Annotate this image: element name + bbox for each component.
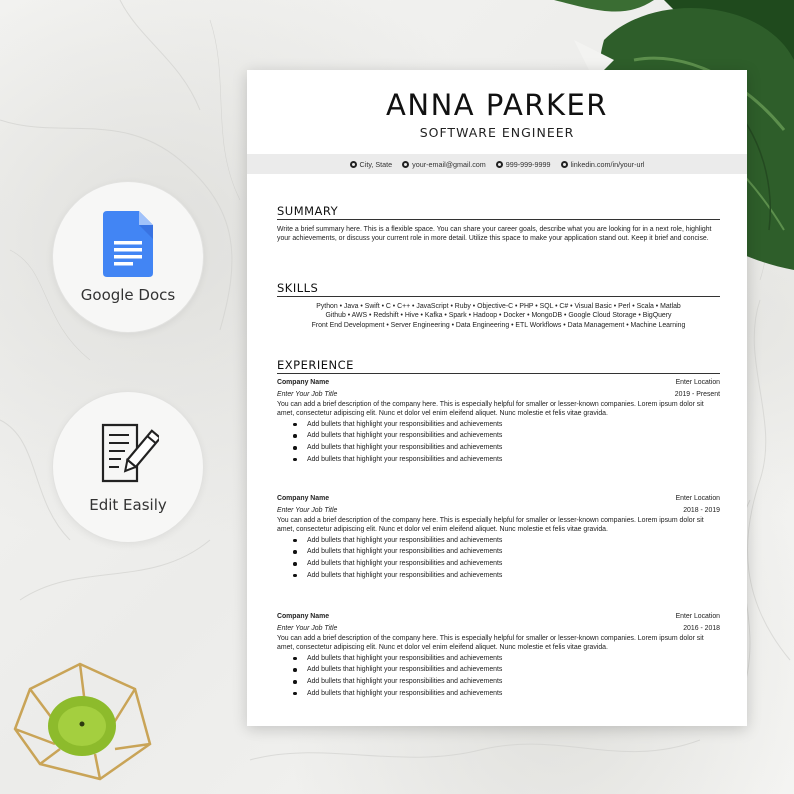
job-bullet: Add bullets that highlight your responsibilities and achievements bbox=[277, 546, 720, 558]
skills-line: Github • AWS • Redshift • Hive • Kafka • Spark • Hadoop • Docker • MongoDB • Google Cloud Storage • BigQuery bbox=[325, 312, 672, 320]
job-company: Company Name bbox=[277, 379, 330, 386]
job-bullet: Add bullets that highlight your responsibilities and achievements bbox=[277, 664, 720, 676]
skills-line: Front End Development • Server Engineering • Data Engineering • ETL Workflows • Data Management • Machine Learning bbox=[311, 321, 686, 329]
job-bullet: Add bullets that highlight your responsibilities and achievements bbox=[277, 653, 720, 665]
contact-location bbox=[350, 160, 393, 169]
job-bullet: Add bullets that highlight your responsibilities and achievements bbox=[277, 535, 720, 547]
location-icon bbox=[350, 161, 357, 168]
job-description: You can add a brief description of the company here. This is especially helpful for smaller or lesser-known companies. Lorem ipsum dolor sit amet, consectetur adipiscing elit. Nunc et dolor vel enim eleifend aliquet. Nunc molestie et felis vitae gravida. bbox=[277, 635, 704, 652]
google-docs-label: Google Docs bbox=[80, 286, 176, 304]
edit-easily-feature bbox=[52, 391, 204, 543]
job-bullet: Add bullets that highlight your responsibilities and achievements bbox=[277, 430, 720, 442]
linkedin-icon bbox=[561, 161, 568, 168]
skills-line: Python • Java • Swift • C • C++ • JavaScript • Ruby • Objective-C • PHP • SQL • C# • Visual Basic • Perl • Scala • Matlab bbox=[316, 303, 681, 310]
job-dates: 2019 - Present bbox=[674, 390, 720, 398]
job-bullets bbox=[277, 653, 720, 699]
job-location: Enter Location bbox=[675, 495, 720, 502]
job-bullets bbox=[277, 419, 720, 465]
job-location: Enter Location bbox=[675, 379, 720, 386]
job-bullet: Add bullets that highlight your responsibilities and achievements bbox=[277, 558, 720, 570]
job-location: Enter Location bbox=[675, 613, 720, 620]
contact-phone-text: 999-999-9999 bbox=[505, 159, 551, 169]
job-dates: 2016 - 2018 bbox=[683, 624, 720, 632]
skills-heading: SKILLS bbox=[277, 281, 720, 297]
job-entry bbox=[277, 493, 720, 581]
phone-icon bbox=[496, 161, 503, 168]
job-role: Enter Your Job Title bbox=[277, 624, 338, 632]
candle-holder bbox=[0, 594, 200, 794]
job-role: Enter Your Job Title bbox=[277, 390, 338, 398]
resume-name: ANNA PARKER bbox=[386, 88, 608, 122]
contact-bar bbox=[247, 154, 747, 174]
job-bullet: Add bullets that highlight your responsibilities and achievements bbox=[277, 676, 720, 688]
job-description: You can add a brief description of the company here. This is especially helpful for smaller or lesser-known companies. Lorem ipsum dolor sit amet, consectetur adipiscing elit. Nunc et dolor vel enim eleifend aliquet. Nunc molestie et felis vitae gravida. bbox=[277, 401, 704, 418]
edit-document-icon bbox=[97, 420, 159, 488]
job-company: Company Name bbox=[277, 613, 330, 620]
summary-text: Write a brief summary here. This is a flexible space. You can share your career goals, describe what you are looking for in a next role, highlight your achievements, or discuss your current role in more detail. Utilize this space to make your application stand out. Keep it brief and concise. bbox=[277, 226, 712, 243]
resume-job-title: SOFTWARE ENGINEER bbox=[419, 125, 575, 140]
job-bullet: Add bullets that highlight your responsibilities and achievements bbox=[277, 688, 720, 700]
resume-page bbox=[247, 70, 747, 726]
contact-email bbox=[402, 160, 486, 169]
job-bullet: Add bullets that highlight your responsibilities and achievements bbox=[277, 442, 720, 454]
email-icon bbox=[402, 161, 409, 168]
job-description: You can add a brief description of the company here. This is especially helpful for smaller or lesser-known companies. Lorem ipsum dolor sit amet, consectetur adipiscing elit. Nunc et dolor vel enim eleifend aliquet. Nunc molestie et felis vitae gravida. bbox=[277, 517, 704, 534]
skills-list bbox=[277, 302, 720, 330]
job-company: Company Name bbox=[277, 495, 330, 502]
contact-location-text: City, State bbox=[359, 159, 393, 169]
contact-linkedin bbox=[561, 160, 645, 169]
job-bullet: Add bullets that highlight your responsibilities and achievements bbox=[277, 419, 720, 431]
job-bullets bbox=[277, 535, 720, 581]
job-bullet: Add bullets that highlight your responsibilities and achievements bbox=[277, 570, 720, 582]
contact-email-text: your-email@gmail.com bbox=[412, 159, 486, 169]
job-entry bbox=[277, 611, 720, 699]
job-bullet: Add bullets that highlight your responsibilities and achievements bbox=[277, 454, 720, 466]
job-entry bbox=[277, 377, 720, 465]
job-dates: 2018 - 2019 bbox=[683, 506, 720, 514]
edit-easily-label: Edit Easily bbox=[89, 496, 167, 514]
google-docs-feature bbox=[52, 181, 204, 333]
job-role: Enter Your Job Title bbox=[277, 506, 338, 514]
contact-phone bbox=[496, 160, 551, 169]
contact-linkedin-text: linkedin.com/in/your-url bbox=[570, 159, 645, 169]
experience-heading: EXPERIENCE bbox=[277, 358, 720, 374]
google-docs-icon bbox=[103, 210, 153, 278]
summary-heading: SUMMARY bbox=[277, 204, 720, 220]
